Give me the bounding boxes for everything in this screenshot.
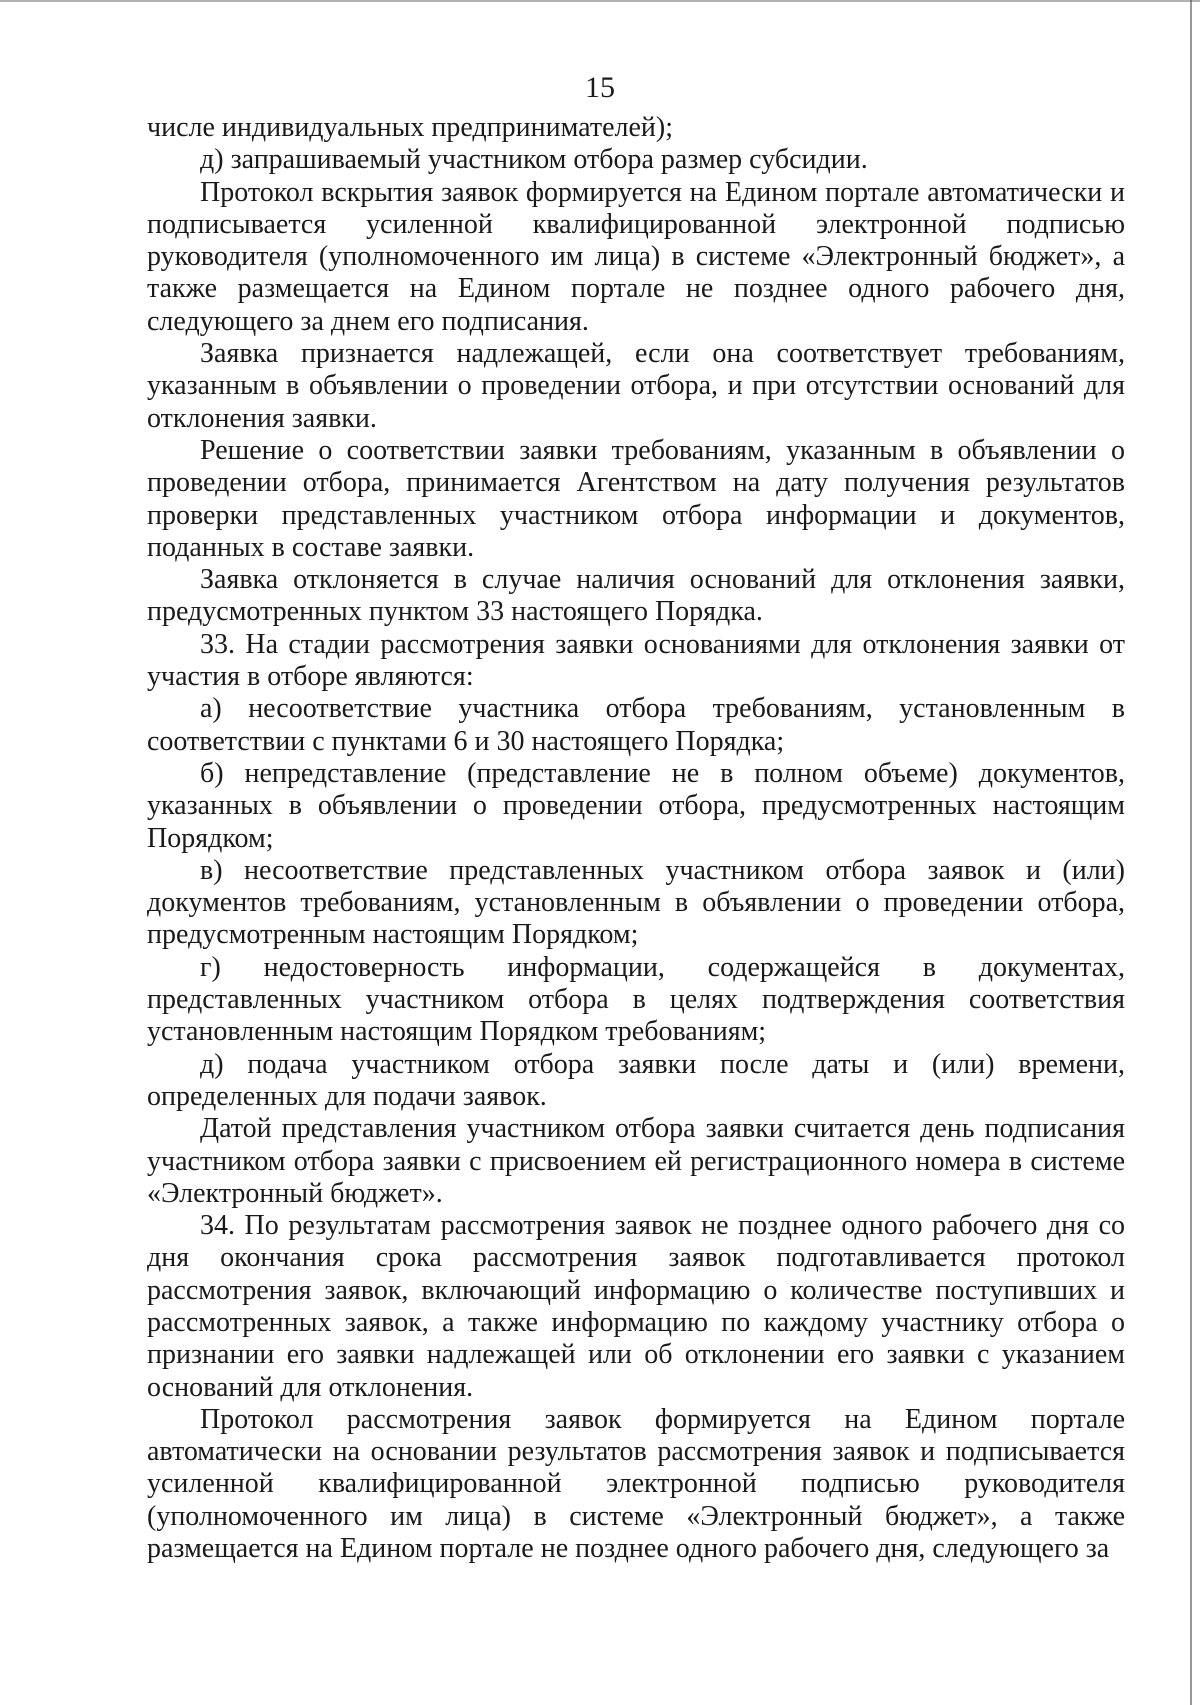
paragraph-list-item-a: а) несоответствие участника отбора требованиям, установленным в соответствии с пунктами 6 и 30 настоящего Порядка;: [147, 693, 1125, 757]
document-body: [147, 112, 1125, 1565]
paragraph-list-item-b: б) непредставление (представление не в полном объеме) документов, указанных в объявлении о проведении отбора, предусмотренных настоящим Порядком;: [147, 757, 1125, 854]
paragraph-list-item-v: в) несоответствие представленных участником отбора заявок и (или) документов требованиям, установленным в объявлении о проведении отбора, предусмотренным настоящим Порядком;: [147, 854, 1125, 951]
paragraph-list-item-d: д) запрашиваемый участником отбора размер субсидии.: [200, 144, 868, 176]
paragraph-clause-34: 34. По результатам рассмотрения заявок не позднее одного рабочего дня со дня окончания срока рассмотрения заявок подготавливается протокол рассмотрения заявок, включающий информацию о количестве поступивших и рассмотренных заявок, а также информацию по каждому участнику отбора о признании его заявки надлежащей или об отклонении его заявки с указанием оснований для отклонения.: [147, 1210, 1125, 1403]
paragraph-compliance-decision: Решение о соответствии заявки требованиям, указанным в объявлении о проведении отбора, принимается Агентством на дату получения результатов проверки представленных участником отбора информации и документов, поданных в составе заявки.: [147, 434, 1125, 563]
page-top-edge: [0, 0, 1200, 2]
paragraph-clause-33: 33. На стадии рассмотрения заявки основаниями для отклонения заявки от участия в отборе являются:: [147, 628, 1125, 693]
paragraph-opening-protocol: Протокол вскрытия заявок формируется на Едином портале автоматически и подписывается усиленной квалифицированной электронной подписью руководителя (уполномоченного им лица) в системе «Электронный бюджет», а также размещается на Едином портале не позднее одного рабочего дня, следующего за днем его подписания.: [147, 176, 1125, 337]
paragraph-list-item-g: г) недостоверность информации, содержащейся в документах, представленных участником отбора в целях подтверждения соответствия установленным настоящим Порядком требованиям;: [147, 951, 1125, 1048]
paragraph-review-protocol: Протокол рассмотрения заявок формируется на Едином портале автоматически на основании результатов рассмотрения заявок и подписывается усиленной квалифицированной электронной подписью руководителя (уполномоченного им лица) в системе «Электронный бюджет», а также размещается на Едином портале не позднее одного рабочего дня, следующего за: [147, 1403, 1125, 1565]
paragraph-proper-application: Заявка признается надлежащей, если она соответствует требованиям, указанным в объявлении о проведении отбора, и при отсутствии оснований для отклонения заявки.: [147, 338, 1125, 434]
page-right-edge: [1190, 0, 1192, 1705]
page-number: 15: [585, 71, 615, 104]
paragraph-submission-date: Датой представления участником отбора заявки считается день подписания участником отбора заявки с присвоением ей регистрационного номера в системе «Электронный бюджет».: [147, 1113, 1125, 1209]
paragraph-rejection: Заявка отклоняется в случае наличия оснований для отклонения заявки, предусмотренных пунктом 33 настоящего Порядка.: [147, 564, 1125, 628]
paragraph-continuation: числе индивидуальных предпринимателей);: [147, 112, 673, 143]
paragraph-list-item-d2: д) подача участником отбора заявки после даты и (или) времени, определенных для подачи заявок.: [147, 1048, 1125, 1112]
